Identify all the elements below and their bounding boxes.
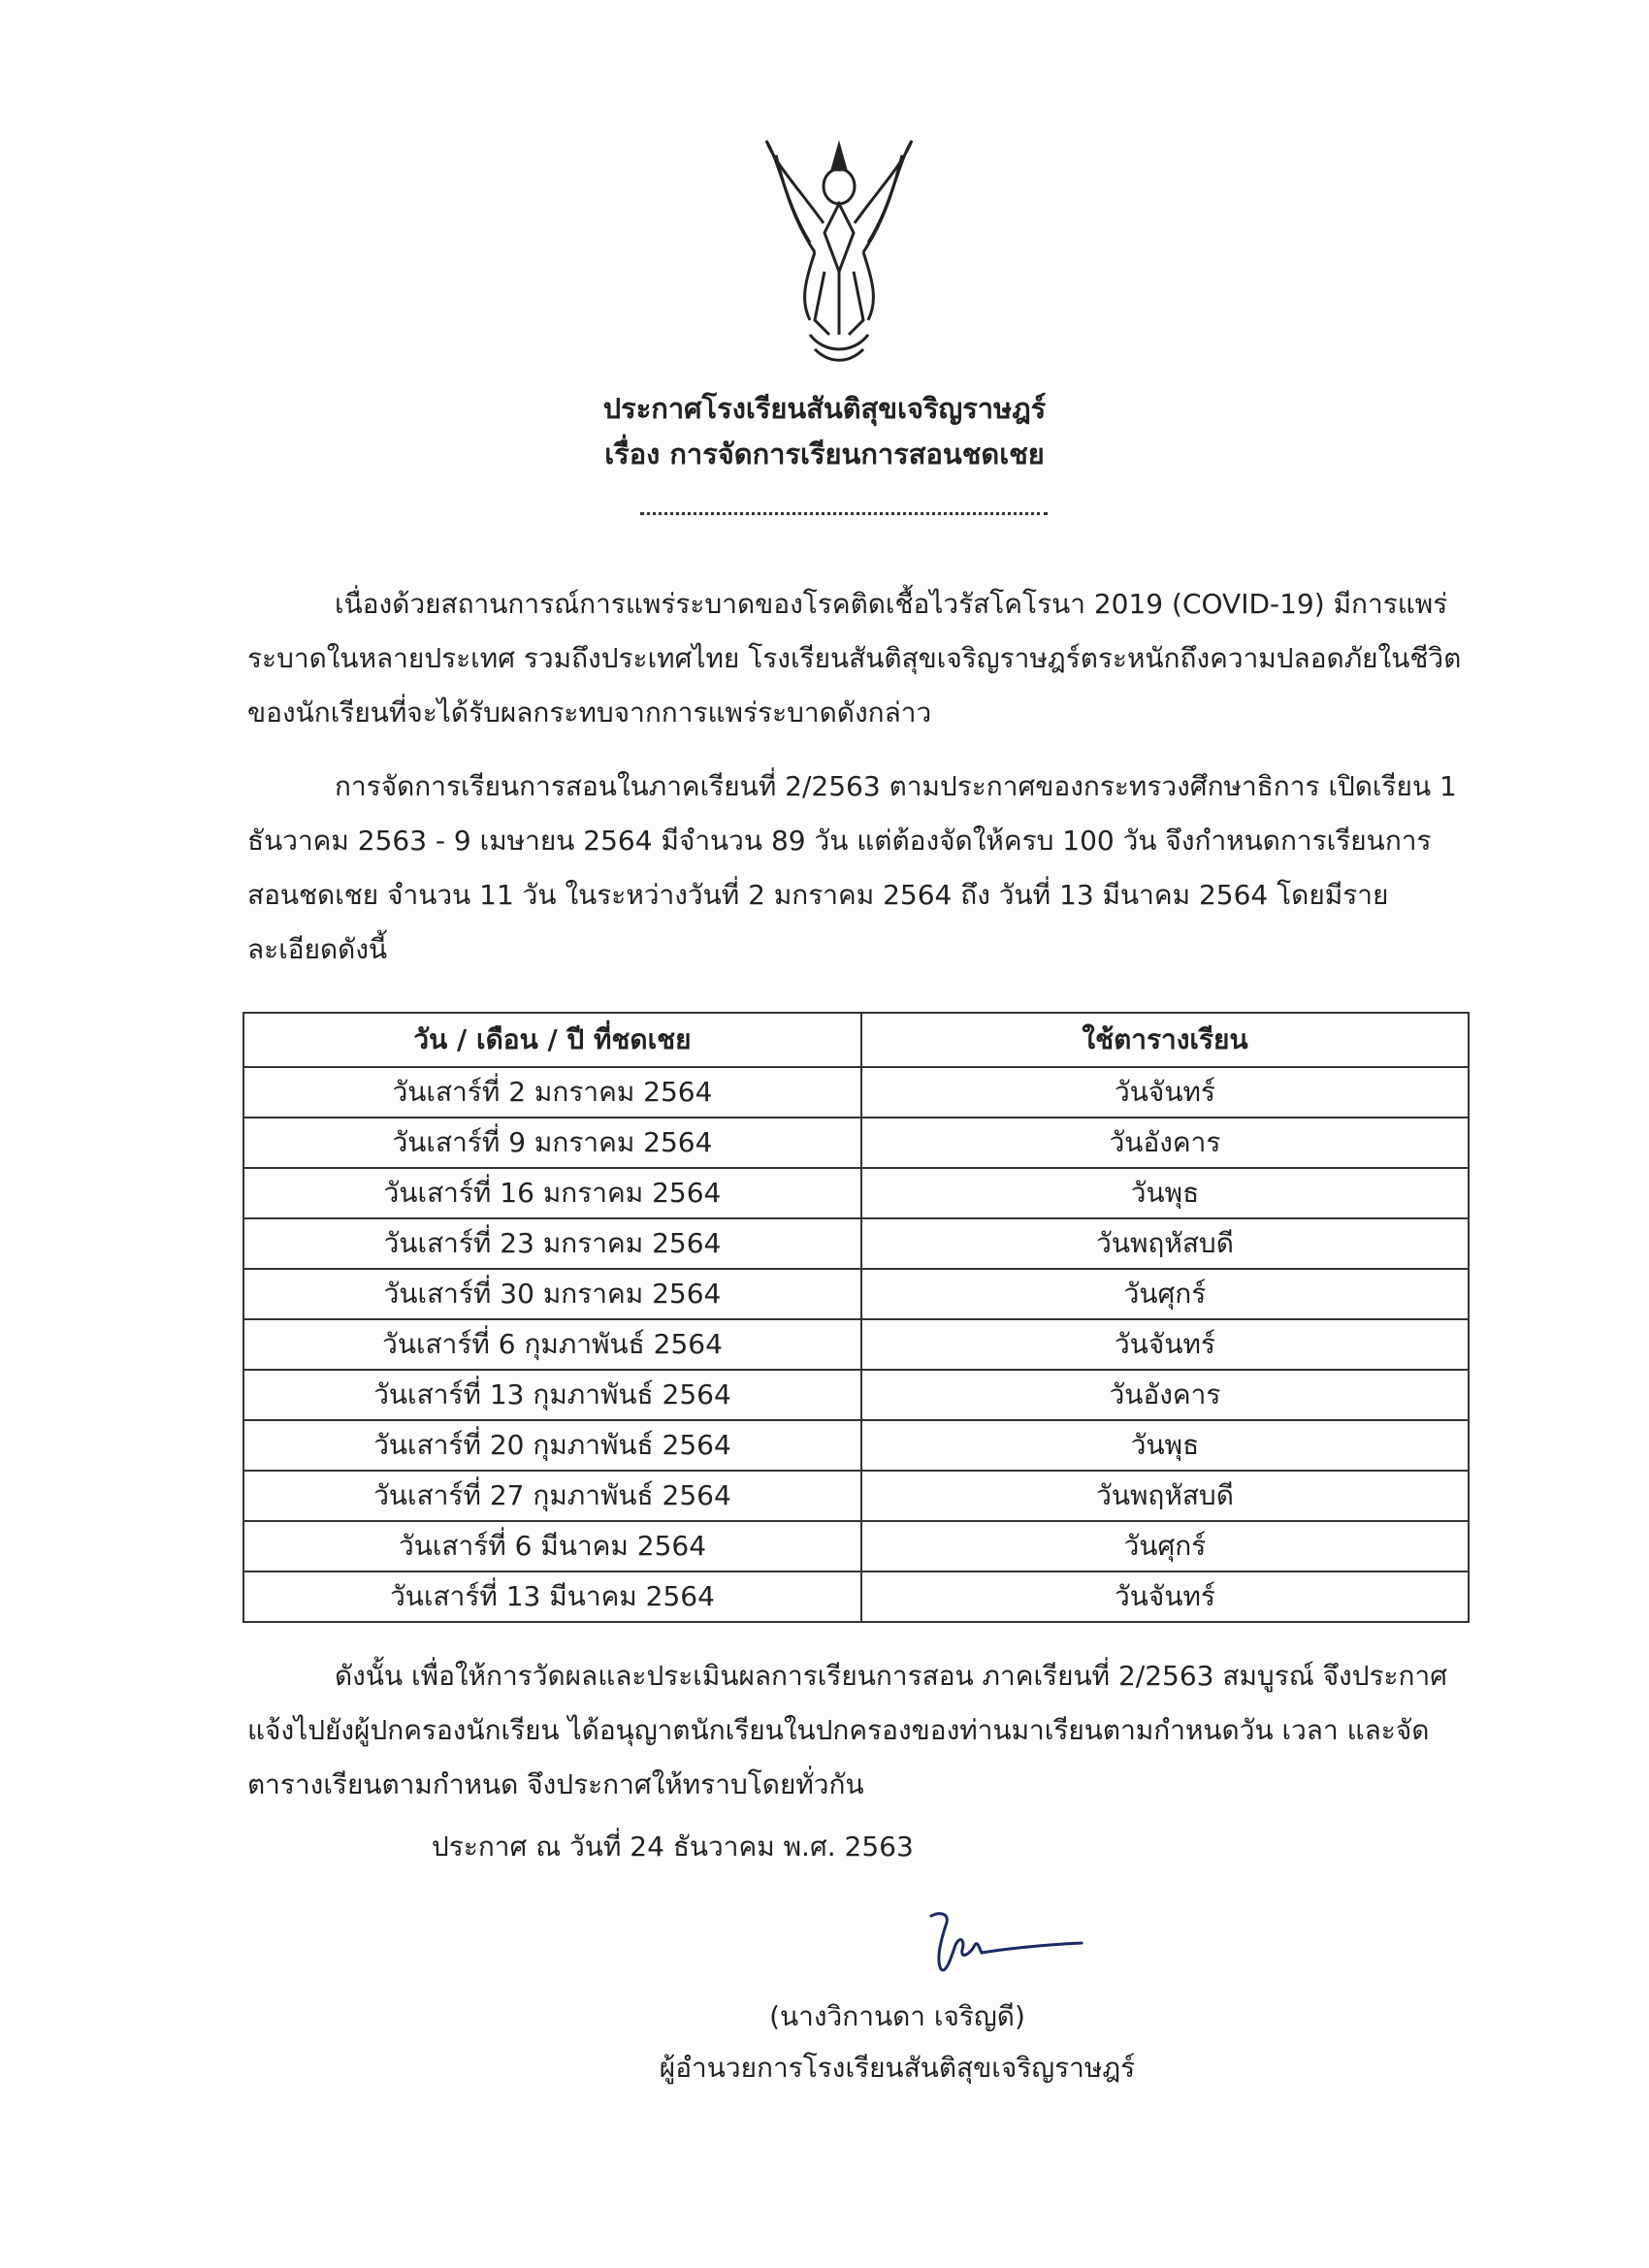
row-timetable: วันพุธ bbox=[861, 1168, 1469, 1218]
garuda-emblem-icon bbox=[757, 126, 922, 369]
row-timetable: วันพฤหัสบดี bbox=[861, 1218, 1469, 1269]
announcement-subject: เรื่อง การจัดการเรียนการสอนชดเชย bbox=[604, 437, 1045, 470]
column-header-timetable: ใช้ตารางเรียน bbox=[861, 1013, 1469, 1067]
row-timetable: วันจันทร์ bbox=[861, 1067, 1469, 1118]
row-date: วันเสาร์ที่ 27 กุมภาพันธ์ 2564 bbox=[243, 1471, 861, 1521]
makeup-schedule-table bbox=[242, 1012, 1470, 1623]
table-header-row bbox=[243, 1013, 1469, 1067]
table-row bbox=[243, 1067, 1469, 1118]
row-timetable: วันจันทร์ bbox=[861, 1571, 1469, 1622]
row-timetable: วันศุกร์ bbox=[861, 1269, 1469, 1319]
row-date: วันเสาร์ที่ 6 มีนาคม 2564 bbox=[243, 1521, 861, 1571]
handwritten-signature-icon bbox=[922, 1906, 1086, 1984]
title-dotted-divider bbox=[640, 512, 1048, 515]
row-timetable: วันศุกร์ bbox=[861, 1521, 1469, 1571]
table-row bbox=[243, 1420, 1469, 1471]
row-date: วันเสาร์ที่ 23 มกราคม 2564 bbox=[243, 1218, 861, 1269]
table-row bbox=[243, 1370, 1469, 1420]
column-header-date: วัน / เดือน / ปี ที่ชดเชย bbox=[243, 1013, 861, 1067]
row-date: วันเสาร์ที่ 30 มกราคม 2564 bbox=[243, 1269, 861, 1319]
row-date: วันเสาร์ที่ 16 มกราคม 2564 bbox=[243, 1168, 861, 1218]
row-timetable: วันจันทร์ bbox=[861, 1319, 1469, 1370]
paragraph-background-text: เนื่องด้วยสถานการณ์การแพร่ระบาดของโรคติดเชื้อไวรัสโคโรนา 2019 (COVID-19) มีการแพร่ระบาดในหลายประเทศ รวมถึงประเทศไทย โรงเรียนสันติสุขเจริญราษฎร์ตระหนักถึงความปลอดภัยในชีวิตของนักเรียนที่จะได้รับผลกระทบจากการแพร่ระบาดดังกล่าว bbox=[247, 588, 1462, 729]
row-timetable: วันพุธ bbox=[861, 1420, 1469, 1471]
paragraph-background bbox=[247, 577, 1474, 740]
announcement-date: ประกาศ ณ วันที่ 24 ธันวาคม พ.ศ. 2563 bbox=[432, 1831, 914, 1863]
table-row bbox=[243, 1269, 1469, 1319]
signer-position: ผู้อำนวยการโรงเรียนสันติสุขเจริญราษฎร์ bbox=[659, 2052, 1136, 2084]
signer-name: (นางวิกานดา เจริญดี) bbox=[769, 2000, 1025, 2032]
table-row bbox=[243, 1571, 1469, 1622]
table-row bbox=[243, 1521, 1469, 1571]
row-timetable: วันอังคาร bbox=[861, 1370, 1469, 1420]
row-timetable: วันอังคาร bbox=[861, 1118, 1469, 1168]
paragraph-conclusion bbox=[247, 1649, 1474, 1812]
row-timetable: วันพฤหัสบดี bbox=[861, 1471, 1469, 1521]
row-date: วันเสาร์ที่ 2 มกราคม 2564 bbox=[243, 1067, 861, 1118]
row-date: วันเสาร์ที่ 13 มีนาคม 2564 bbox=[243, 1571, 861, 1622]
row-date: วันเสาร์ที่ 9 มกราคม 2564 bbox=[243, 1118, 861, 1168]
table-row bbox=[243, 1471, 1469, 1521]
table-row bbox=[243, 1319, 1469, 1370]
table-row bbox=[243, 1118, 1469, 1168]
paragraph-schedule-intro-text: การจัดการเรียนการสอนในภาคเรียนที่ 2/2563 ตามประกาศของกระทรวงศึกษาธิการ เปิดเรียน 1 ธันวาคม 2563 - 9 เมษายน 2564 มีจำนวน 89 วัน แต่ต้องจัดให้ครบ 100 วัน จึงกำหนดการเรียนการสอนชดเชย จำนวน 11 วัน ในระหว่างวันที่ 2 มกราคม 2564 ถึง วันที่ 13 มีนาคม 2564 โดยมีรายละเอียดดังนี้ bbox=[247, 770, 1457, 965]
row-date: วันเสาร์ที่ 6 กุมภาพันธ์ 2564 bbox=[243, 1319, 861, 1370]
table-row bbox=[243, 1218, 1469, 1269]
paragraph-conclusion-text: ดังนั้น เพื่อให้การวัดผลและประเมินผลการเรียนการสอน ภาคเรียนที่ 2/2563 สมบูรณ์ จึงประกาศแจ้งไปยังผู้ปกครองนักเรียน ได้อนุญาตนักเรียนในปกครองของท่านมาเรียนตามกำหนดวัน เวลา และจัดตารางเรียนตามกำหนด จึงประกาศให้ทราบโดยทั่วกัน bbox=[247, 1660, 1448, 1800]
table-row bbox=[243, 1168, 1469, 1218]
paragraph-schedule-intro bbox=[247, 760, 1474, 977]
row-date: วันเสาร์ที่ 20 กุมภาพันธ์ 2564 bbox=[243, 1420, 861, 1471]
announcement-title: ประกาศโรงเรียนสันติสุขเจริญราษฎร์ bbox=[602, 392, 1047, 425]
row-date: วันเสาร์ที่ 13 กุมภาพันธ์ 2564 bbox=[243, 1370, 861, 1420]
